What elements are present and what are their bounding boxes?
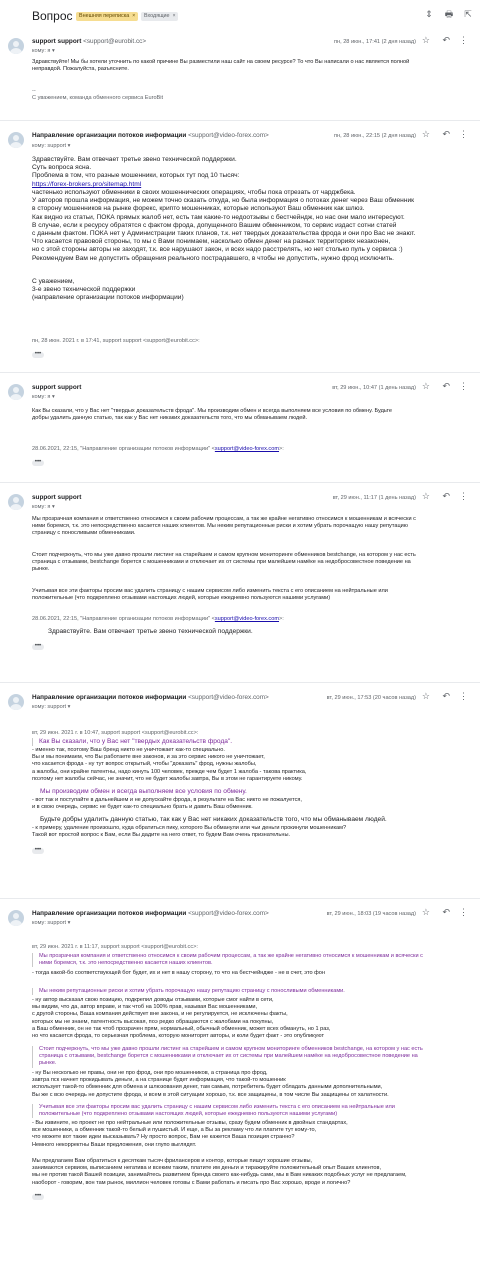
quoted-block-3: Стоит подчеркнуть, что мы уже давно прошли листинг на старейшем и самом крупном мониторинге обменников bestchange, на котором у нас есть страница с отзывами, bestchange борется с мошенниками и отключает их от системы при малейшем намёке на недобросовестное поведение на рынке. <box>32 1046 472 1068</box>
star-icon[interactable]: ☆ <box>421 491 430 501</box>
sender-email: <support@video-forex.com> <box>188 132 269 139</box>
quoted-header-text: 28.06.2021, 22:15, "Направление организации потоков информации" < <box>32 446 215 452</box>
chip-close-icon[interactable]: × <box>132 13 136 19</box>
avatar <box>8 132 24 148</box>
quoted-email-link[interactable]: support@video-forex.com <box>214 616 280 622</box>
message-date: вт, 29 июн., 10:47 (1 день назад) <box>332 385 416 391</box>
sender-name-text: Направление организации потоков информации <box>32 910 187 917</box>
sender-email: <support@eurobit.cc> <box>83 38 147 45</box>
reply-paragraph-2: - вот так и поступайте в дальнейшем и не допускайте фрода, в результате на Вас никто не пожалуется, и в свою очередь, сервис не будет как-то специально брать и давить Ваш обменник. <box>32 797 302 811</box>
star-icon[interactable]: ☆ <box>421 129 430 139</box>
sender-name-text: Направление организации потоков информации <box>32 132 187 139</box>
sitemap-link[interactable]: https://forex-brokers.pro/sitemap.html <box>32 181 142 188</box>
quoted-header: вт, 29 июн. 2021 г. в 10:47, support support <support@eurobit.cc>: <box>32 730 199 736</box>
quoted-header <box>32 616 472 623</box>
quoted-line-1: Как Вы сказали, что у Вас нет "твердых доказательств фрода". <box>32 738 472 746</box>
quoted-text: Здравствуйте. Вам отвечает третье звено технической поддержки. <box>48 628 253 635</box>
message-date: пн, 28 июн., 17:41 (2 дня назад) <box>333 39 416 45</box>
reply-paragraph-4: - Вы извините, но проект не про нейтральные или положительные отзывы, сразу будем обменник в двойных стандартах, все мошенники, а обменник такой-то белый и пушистый. И еще, а Вы за рекламу что ли платите тут кому-то, что можете вот такие идеи высказывать? Ну просто вопрос, Вам не кажется Ваша позиция странно? Немного некорректны Ваши предложения, они глупо выглядят. <box>32 1120 348 1148</box>
recipient-toggle[interactable]: кому: support ▾ <box>32 143 71 149</box>
message-date: вт, 29 июн., 17:53 (20 часов назад) <box>326 695 416 701</box>
quoted-block-4: Учитывая все эти факторы просим вас удалить страницу с нашим сервисом либо изменить текста с его описанием на нейтральные или положительные (что подкреплено отзывами настоящих людей, которые ежедневно пользуются нашими услугами) <box>32 1104 472 1118</box>
divider <box>0 372 480 373</box>
show-trimmed-content-button[interactable]: ••• <box>32 848 44 854</box>
print-icon[interactable]: 🖶 <box>444 9 454 19</box>
collapse-all-icon[interactable]: ⇕ <box>425 9 433 19</box>
quoted-header: вт, 29 июн. 2021 г. в 11:17, support support <support@eurobit.cc>: <box>32 944 198 950</box>
label-chip-inbox-text: Входящие <box>144 13 170 19</box>
reply-paragraph-3: - ну Вы несколько не правы, они не про фрод, они про мошенников, а страница про фрод, завтра пск начнет прокидывать деньги, а на странице будет информация, что такой-то мошенник использует такой-то обменник для обмена и шлюзования денег, там самым, потребитель будет обладать данными дополнительными, Вы же с всю очередь не допустите фрода, и всем в этой ситуации хорошо, т.к. все защищены, в том числе Вы защищены от халатности. <box>32 1070 389 1098</box>
divider <box>0 482 480 483</box>
quoted-header <box>32 446 472 453</box>
quoted-header-end: >: <box>279 616 284 622</box>
avatar <box>8 384 24 400</box>
recipient-toggle[interactable]: кому: support ▾ <box>32 704 71 710</box>
message-body-main: частенько используют обменники в своих мошеннических операциях, чтобы пока отрезать от чарджбека. У авторов прошла информация, не можем точно сказать откуда, но была информация о потоках денег через Ваш обменник в сторону мошенников на рынке форекс, крипто мошенниках, которые используют Ваш обменник как шлюз. Как видно из статьи, ПОКА прямых жалоб нет, есть там какие-то недоотзывы с бестчейндж, но нас они мало интересуют. В случае, если к ресурсу обратятся с фактом фрода, допущенного Вашим обменником, то сервис издаст сотни статей с данным фактом. ПОКА нет у Администрации таких планов, т.к. нет твердых доказательства фрода и они про Вас не знают. Что касается правовой стороны, то мы с Вами понимаем, насколько обмен денег на разных территориях незаконен, но с этой стороны авторы не заходят, т.к. все нарушают закон, и всех надо расстрелять, но нет столько пуль у сервиса :) Рекомендуем Вам не допустить обращения реального пострадавшего, в чтобы не допустить, нужно фрод исключить. <box>32 189 416 262</box>
show-trimmed-content-button[interactable]: ••• <box>32 1194 44 1200</box>
message-1 <box>0 34 480 118</box>
message-date: вт, 29 июн., 11:17 (1 день назад) <box>332 495 416 501</box>
sender-name <box>32 910 269 918</box>
message-5 <box>0 690 480 890</box>
quoted-line-2: Мы производим обмен и всегда выполняем все условия по обмену. <box>40 788 247 795</box>
message-date: пн, 28 июн., 22:15 (2 дня назад) <box>333 133 416 139</box>
message-paragraph-1: Мы прозрачная компания и ответственно относимся к своим рабочим процессам, а так же крайне негативно относимся к мошенникам и всячески с ними боремся, т.к. это непосредственно касается наших клиентов. Мы неким репутационные риски и хотим убрать порочащую нашу репутацию страницу с поносливыми обменниками. <box>32 516 416 537</box>
message-6 <box>0 906 480 1264</box>
show-trimmed-content-button[interactable]: ••• <box>32 460 44 466</box>
star-icon[interactable]: ☆ <box>421 907 430 917</box>
avatar <box>8 910 24 926</box>
more-options-icon[interactable]: ⋮ <box>459 381 468 391</box>
divider <box>0 898 480 899</box>
recipient-toggle[interactable]: кому: я ▾ <box>32 504 55 510</box>
sender-email: <support@video-forex.com> <box>188 694 269 701</box>
chip-close-icon[interactable]: × <box>172 13 176 19</box>
sender-email: <support@video-forex.com> <box>188 910 269 917</box>
sender-name <box>32 132 269 140</box>
show-trimmed-content-button[interactable]: ••• <box>32 352 44 358</box>
sender-name-text: support support <box>32 38 82 45</box>
message-signature: С уважением, 3-е звено технической поддержки (направление организации потоков информации) <box>32 278 184 302</box>
star-icon[interactable]: ☆ <box>421 691 430 701</box>
star-icon[interactable]: ☆ <box>421 381 430 391</box>
quoted-header: пн, 28 июн. 2021 г. в 17:41, support support <support@eurobit.cc>: <box>32 338 200 344</box>
sender-name: support support <box>32 494 82 501</box>
label-chip-external[interactable] <box>76 12 138 21</box>
divider <box>0 682 480 683</box>
reply-paragraph-3: - к примеру, удаление произошло, куда обратиться пику, которого Вы обманули или чьи деньги прокинули мошенникам? Такой вот простой вопрос к Вам, если Вы дадите на него ответ, то будем Вам очень признательны. <box>32 825 347 839</box>
reply-paragraph-1: - тогда какой-бо соответствующей бот будет, их и нет в нашу сторону, то что на бестчейндже - не в счет, это фон <box>32 970 325 976</box>
recipient-toggle[interactable]: кому: support ▾ <box>32 920 71 926</box>
message-body: Здравствуйте! Мы бы хотели уточнить по какой причине Вы разместили наш сайт на своем ресурсе? То что Вы написали о нас является полной неправдой. Пожалуйста, разъясните. <box>32 59 410 73</box>
quoted-block-2: Мы неким репутационные риски и хотим убрать порочащую нашу репутацию страницу с поносливыми обменниками. <box>32 988 472 995</box>
avatar <box>8 38 24 54</box>
reply-paragraph-2: - ну автор высказал свою позицию, подкрепил доводы отзывами, которые смог найти в сети, мы видим, что да, автор вправе, и так чтоб на 100% прав, называя Вас мошенниками, с другой стороны, Ваша компания действует вне закона, и не регулируется, не исключены факты, которых мы не знаем, патентность высокая, поэ редко обращаются с жалобами на покупны, а Ваш обменник, он не так чтоб прозрачен прям, нормальный, обычный обменник, может всех обмануть, но 1 раз, но что касается фрода, то серьезная проблема, которую мониторят авторы, и коли будет факт - это опубликуют <box>32 997 331 1040</box>
reply-paragraph-5: Мы предлагаем Вам обратиться к десяткам тысяч фрилансеров и контор, которые пишут хорошие отзывы, занимаются сервиом, выписанием негатива и всеким таким, платите им деньги и тиражируйте положительный опыт Ваших клиентов, мы не против такой Вашей позиции, занимайтесь развитием бренда своего как-нибудь сами, мы в Вам никаких подобных услуг не предлагаем, наоборот - говорим, вон там рынок, миллион человек готовы с Вами работать и писать про Вас хорошо, вроде и логично? <box>32 1158 407 1186</box>
message-3 <box>0 380 480 480</box>
quoted-line-3: Будьте добры удалить данную статью, так как у Вас нет никаких доказательств того, что мы обманываем людей. <box>40 816 387 823</box>
more-options-icon[interactable]: ⋮ <box>459 35 468 45</box>
reply-icon[interactable]: ↶ <box>442 907 450 917</box>
thread-header <box>0 0 480 32</box>
quoted-header-end: >: <box>279 446 284 452</box>
message-body-intro: Здравствуйте. Вам отвечает третье звено технической поддержки. Суть вопроса ясна. Проблема в том, что разные мошенники, которых тут под 10 тысяч: <box>32 156 240 180</box>
label-chip-inbox[interactable] <box>141 12 178 21</box>
reply-icon[interactable]: ↶ <box>442 35 450 45</box>
message-body: Как Вы сказали, что у Вас нет "твердых доказательств фрода". Мы производим обмен и всегда выполняем все условия по обмену. Будьте добры удалить данную статью, так как у Вас нет никаких доказательств того, что мы обманываем людей. <box>32 408 392 422</box>
recipient-toggle[interactable]: кому: я ▾ <box>32 394 55 400</box>
more-options-icon[interactable]: ⋮ <box>459 907 468 917</box>
reply-paragraph-1: - именно так, поэтому Ваш бренд никто не уничтожает как-то специально. Вы и мы понимаем, что Вы работаете вне законов, и за это сервис никого не уничтожает, что касается фрода - ну тут вопрос открытый, чтобы "доказать" фрод, нужны жалобы, а жалобы, они крайне патентны, надо кинуть 100 человек, прежде чем будет 1 жалоба - такова практика, поэтому нет жалобы сейчас, не значит, что не будет жалобы завтра, Вы в этом не гарантируете никому. <box>32 747 307 782</box>
sender-name-text: Направление организации потоков информации <box>32 694 187 701</box>
open-in-new-window-icon[interactable]: ⇱ <box>464 9 472 19</box>
more-options-icon[interactable]: ⋮ <box>459 129 468 139</box>
reply-icon[interactable]: ↶ <box>442 691 450 701</box>
message-paragraph-3: Учитывая все эти факторы просим вас удалить страницу с нашим сервисом либо изменить текста с его описанием на нейтральные или положительные (что подкреплено отзывами настоящих людей, которые ежедневно пользуются нашими услугами) <box>32 588 388 602</box>
sender-name: support support <box>32 384 82 391</box>
message-paragraph-2: Стоит подчеркнуть, что мы уже давно прошли листинг на старейшем и самом крупном мониторинге обменников bestchange, на котором у нас есть страница с отзывами, bestchange борется с мошенниками и отключает их от системы при малейшем намёке на недобросовестное поведение на рынке. <box>32 552 416 573</box>
sender-name <box>32 38 146 46</box>
message-date: вт, 29 июн., 18:03 (19 часов назад) <box>326 911 416 917</box>
more-options-icon[interactable]: ⋮ <box>459 491 468 501</box>
thread-title: Вопрос <box>32 9 73 23</box>
avatar <box>8 494 24 510</box>
quoted-block-1: Мы прозрачная компания и ответственно относимся к своим рабочим процессам, а так же крайне негативно относимся к мошенникам и всячески с ними боремся, т.к. это непосредственно касается наших клиентов. <box>32 953 472 967</box>
quoted-header-text: 28.06.2021, 22:15, "Направление организации потоков информации" < <box>32 616 215 622</box>
more-options-icon[interactable]: ⋮ <box>459 691 468 701</box>
show-trimmed-content-button[interactable]: ••• <box>32 644 44 650</box>
avatar <box>8 694 24 710</box>
message-2 <box>0 128 480 368</box>
reply-icon[interactable]: ↶ <box>442 491 450 501</box>
star-icon[interactable]: ☆ <box>421 35 430 45</box>
reply-icon[interactable]: ↶ <box>442 129 450 139</box>
recipient-toggle[interactable]: кому: я ▾ <box>32 48 55 54</box>
sender-name <box>32 694 269 702</box>
message-4 <box>0 490 480 680</box>
reply-icon[interactable]: ↶ <box>442 381 450 391</box>
label-chip-external-text: Внешняя переписка <box>79 13 130 19</box>
divider <box>0 120 480 121</box>
quoted-email-link[interactable]: support@video-forex.com <box>214 446 280 452</box>
message-signature: -- С уважением, команда обменного сервиса EuroBit <box>32 88 164 102</box>
